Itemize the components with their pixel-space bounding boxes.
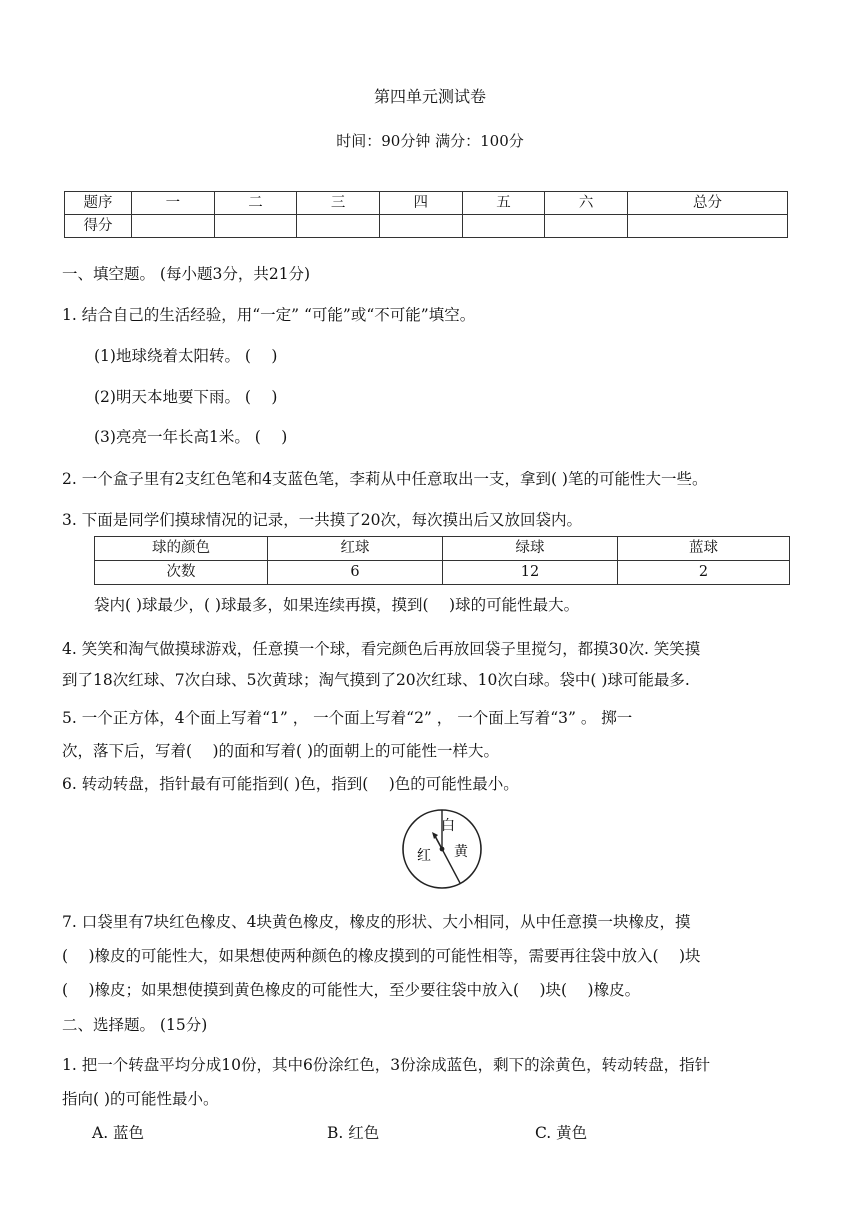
table-cell: 红球 (268, 537, 443, 561)
table-cell: 6 (268, 561, 443, 585)
table-cell: 三 (297, 192, 380, 215)
question-text: 6. 转动转盘，指针最有可能指到( )色，指到( )色的可能性最小。 (62, 775, 519, 793)
table-row (65, 215, 788, 238)
table-cell: 总分 (627, 192, 787, 215)
sub-question: (3)亮亮一年长高1米。 ( ) (94, 428, 288, 446)
page-title: 第四单元测试卷 (373, 87, 486, 106)
question-text: 7. 口袋里有7块红色橡皮、4块黄色橡皮，橡皮的形状、大小相同，从中任意摸一块橡皮，摸 (62, 913, 691, 931)
table-cell: 次数 (95, 561, 268, 585)
table-cell: 题序 (65, 192, 132, 215)
table-cell: 得分 (65, 215, 132, 238)
table-cell: 12 (443, 561, 618, 585)
spinner-label: 黄 (454, 844, 468, 860)
table-cell: 二 (214, 192, 297, 215)
question-text: 次，落下后，写着( )的面和写着( )的面朝上的可能性一样大。 (62, 742, 500, 760)
score-cell[interactable] (379, 215, 462, 238)
question-text: ( )橡皮的可能性大，如果想使两种颜色的橡皮摸到的可能性相等，需要再往袋中放入( )块 (62, 947, 701, 965)
section-heading: 一、填空题。 (每小题3分，共21分) (62, 265, 311, 283)
section-heading: 二、选择题。 (15分) (62, 1016, 208, 1034)
spinner-diagram (401, 808, 483, 890)
score-cell[interactable] (297, 215, 380, 238)
spinner-label: 红 (417, 848, 431, 864)
choice-option-b[interactable]: B. 红色 (327, 1124, 380, 1142)
spinner-pivot (440, 847, 445, 852)
score-cell[interactable] (627, 215, 787, 238)
question-text: ( )橡皮；如果想使摸到黄色橡皮的可能性大，至少要往袋中放入( )块( )橡皮。 (62, 981, 641, 999)
ball-record-table (94, 536, 790, 585)
table-cell: 六 (545, 192, 628, 215)
score-cell[interactable] (132, 215, 215, 238)
choice-option-c[interactable]: C. 黄色 (535, 1124, 588, 1142)
table-cell: 四 (379, 192, 462, 215)
question-text: 3. 下面是同学们摸球情况的记录，一共摸了20次，每次摸出后又放回袋内。 (62, 511, 582, 529)
pointer-arrow-icon (432, 832, 438, 839)
question-text: 到了18次红球、7次白球、5次黄球；淘气摸到了20次红球、10次白球。袋中( )球可能最多. (62, 671, 690, 689)
table-cell: 2 (618, 561, 790, 585)
choice-option-a[interactable]: A. 蓝色 (92, 1124, 145, 1142)
question-text: 2. 一个盒子里有2支红色笔和4支蓝色笔，李莉从中任意取出一支，拿到( )笔的可能性大一些。 (62, 470, 708, 488)
question-text: 4. 笑笑和淘气做摸球游戏，任意摸一个球，看完颜色后再放回袋子里搅匀，都摸30次. 笑笑摸 (62, 640, 701, 658)
score-cell[interactable] (462, 215, 545, 238)
sub-question: (1)地球绕着太阳转。 ( ) (94, 347, 278, 365)
question-text: 袋内( )球最少，( )球最多，如果连续再摸，摸到( )球的可能性最大。 (94, 596, 580, 614)
table-row (95, 537, 790, 561)
question-text: 5. 一个正方体，4个面上写着“1” ， 一个面上写着“2” ， 一个面上写着“3” 。 掷一 (62, 709, 633, 727)
spinner-label: 白 (441, 818, 455, 834)
score-cell[interactable] (545, 215, 628, 238)
score-cell[interactable] (214, 215, 297, 238)
question-text: 1. 把一个转盘平均分成10份，其中6份涂红色，3份涂成蓝色，剩下的涂黄色，转动转盘，指针 (62, 1056, 711, 1074)
exam-meta: 时间：90分钟 满分：100分 (336, 132, 524, 150)
table-cell: 一 (132, 192, 215, 215)
table-row (65, 192, 788, 215)
table-cell: 绿球 (443, 537, 618, 561)
table-row (95, 561, 790, 585)
table-cell: 五 (462, 192, 545, 215)
question-text: 指向( )的可能性最小。 (62, 1090, 219, 1108)
question-text: 1. 结合自己的生活经验，用“一定” “可能”或“不可能”填空。 (62, 306, 476, 324)
score-table (64, 191, 788, 238)
sub-question: (2)明天本地要下雨。 ( ) (94, 388, 278, 406)
table-cell: 蓝球 (618, 537, 790, 561)
table-cell: 球的颜色 (95, 537, 268, 561)
